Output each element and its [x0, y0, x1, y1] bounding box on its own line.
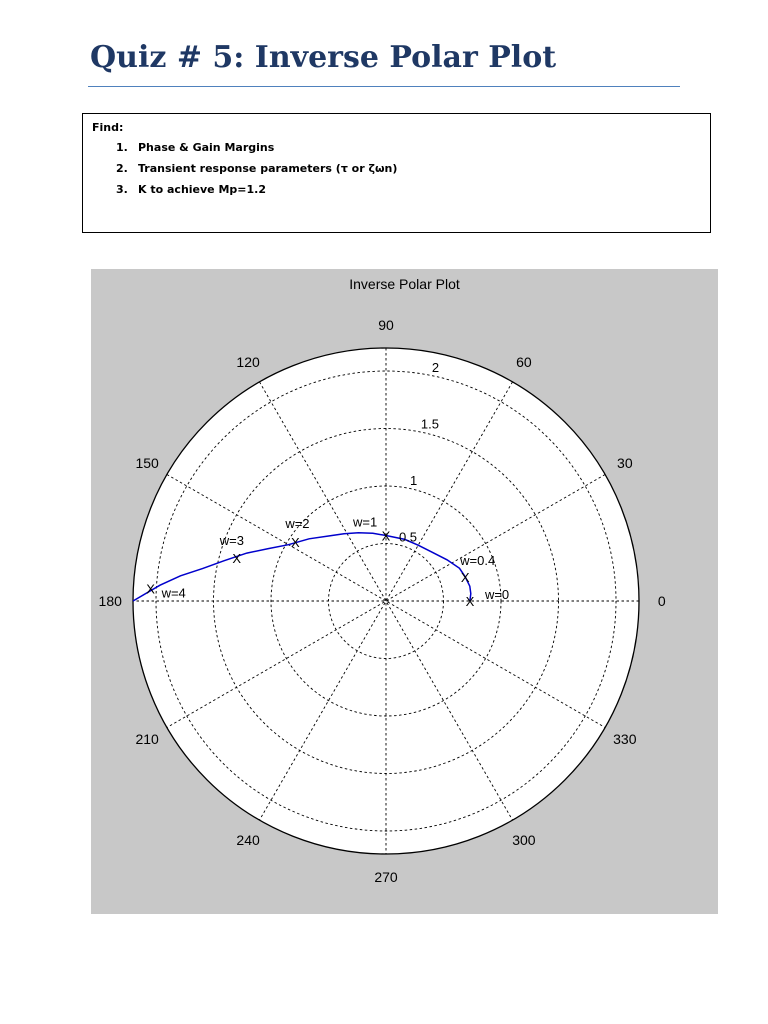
find-heading: Find:	[92, 121, 124, 134]
theta-tick-label: 300	[512, 831, 536, 848]
theta-tick-label: 150	[135, 455, 159, 472]
polar-grid	[133, 348, 639, 854]
frequency-marker-label: w=1	[353, 514, 378, 530]
frequency-marker-x: X	[291, 535, 300, 551]
find-box	[82, 113, 711, 233]
frequency-marker-x: X	[232, 551, 242, 567]
theta-tick-label: 60	[516, 354, 532, 371]
find-item-3	[116, 183, 266, 196]
find-item-2	[116, 162, 397, 175]
r-tick-label: 2	[431, 360, 440, 376]
find-item-number: 3.	[116, 183, 128, 196]
frequency-marker-label: w=0.4	[460, 552, 496, 568]
r-tick-label: 1	[409, 473, 418, 489]
find-item-text: K to achieve Mp=1.2	[138, 183, 266, 196]
theta-tick-label: 240	[236, 831, 260, 848]
title-divider	[88, 86, 680, 87]
frequency-marker-x: X	[381, 528, 391, 544]
theta-tick-label: 0	[657, 593, 666, 609]
theta-tick-label: 270	[374, 868, 398, 885]
frequency-marker-label: w=2	[285, 516, 310, 532]
find-item-number: 2.	[116, 162, 128, 175]
find-item-text: Transient response parameters (τ or ζωn)	[138, 162, 398, 175]
frequency-marker-x: X	[146, 581, 155, 597]
chart-title: Inverse Polar Plot	[349, 276, 460, 292]
page-title: Quiz # 5: Inverse Polar Plot	[90, 40, 557, 75]
polar-plot-panel	[91, 269, 718, 914]
theta-tick-label: 120	[236, 354, 260, 371]
frequency-marker-label: w=0	[484, 587, 510, 602]
find-item-1	[116, 141, 274, 154]
find-item-text: Phase & Gain Margins	[138, 141, 275, 154]
frequency-marker-x: X	[460, 569, 470, 585]
frequency-marker-label: w=4	[161, 585, 186, 601]
theta-tick-label: 210	[135, 730, 159, 747]
theta-tick-label: 180	[98, 593, 122, 609]
theta-tick-label: 330	[613, 730, 637, 747]
r-tick-label: 0.5	[398, 529, 418, 545]
polar-plot	[91, 269, 718, 914]
frequency-marker-label: w=3	[219, 533, 244, 549]
theta-tick-label: 90	[378, 317, 394, 334]
theta-tick-label: 30	[617, 455, 633, 472]
frequency-marker-x: X	[465, 594, 475, 609]
r-tick-label: 1.5	[420, 416, 439, 432]
find-item-number: 1.	[116, 141, 128, 154]
